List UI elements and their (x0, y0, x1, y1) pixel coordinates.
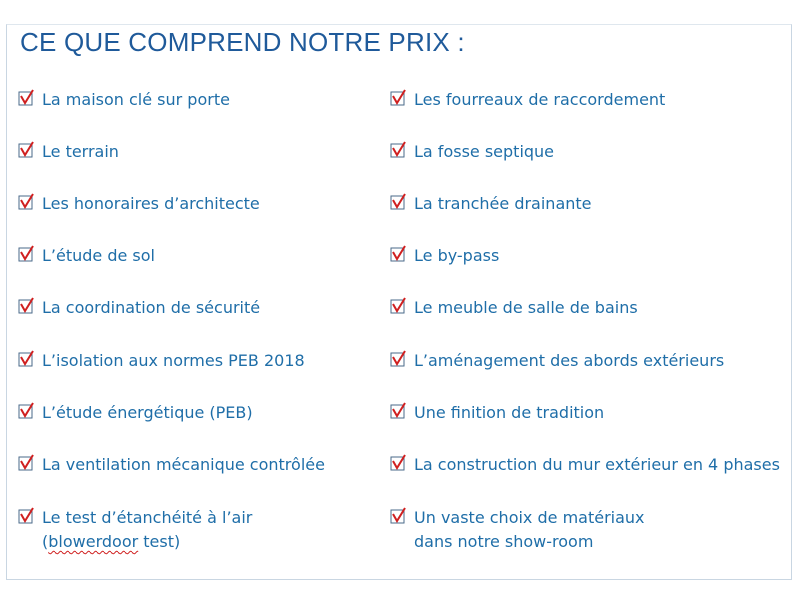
list-item-label: La coordination de sécurité (42, 298, 261, 317)
list-item-label: L’aménagement des abords extérieurs (414, 351, 725, 370)
checkbox-check-icon (18, 507, 36, 525)
list-item (390, 244, 499, 268)
checkbox-check-icon (390, 193, 408, 211)
list-item (18, 244, 155, 268)
list-item-line1: Le test d’étanchéité à l’air (42, 508, 253, 527)
list-item-label: Le meuble de salle de bains (414, 298, 638, 317)
checkbox-check-icon (390, 89, 408, 107)
list-item (18, 453, 325, 477)
checkbox-check-icon (18, 402, 36, 420)
list-item-label: Une finition de tradition (414, 403, 605, 422)
list-item (390, 401, 604, 425)
list-item (390, 506, 645, 554)
checkbox-check-icon (18, 454, 36, 472)
list-item (390, 192, 592, 216)
list-item-label: L’étude de sol (42, 246, 155, 265)
checkbox-check-icon (390, 454, 408, 472)
list-item-label: La ventilation mécanique contrôlée (42, 455, 325, 474)
checkbox-check-icon (18, 193, 36, 211)
checkbox-check-icon (18, 141, 36, 159)
list-item-label: La fosse septique (414, 142, 555, 161)
list-item-label: Les honoraires d’architecte (42, 194, 260, 213)
list-item (390, 296, 638, 320)
checkbox-check-icon (18, 89, 36, 107)
list-item-label (42, 506, 252, 554)
list-item-line2 (42, 530, 252, 554)
list-item-label: Les fourreaux de raccordement (414, 90, 666, 109)
list-item (18, 401, 253, 425)
paren-close: test) (138, 532, 181, 551)
list-item-label: Le terrain (42, 142, 119, 161)
list-item (18, 192, 260, 216)
checkbox-check-icon (390, 402, 408, 420)
list-item (390, 140, 554, 164)
list-item (18, 506, 252, 554)
list-item-line2: dans notre show-room (414, 532, 594, 551)
checkbox-check-icon (390, 141, 408, 159)
checkbox-check-icon (390, 507, 408, 525)
checkbox-check-icon (390, 350, 408, 368)
list-item (390, 88, 665, 112)
checkbox-check-icon (18, 297, 36, 315)
list-item-label: Le by-pass (414, 246, 500, 265)
list-item-label: La maison clé sur porte (42, 90, 230, 109)
checkbox-check-icon (18, 245, 36, 263)
spellcheck-word: blowerdoor (48, 532, 139, 551)
list-item (18, 296, 260, 320)
list-item (390, 349, 724, 373)
list-item-label: La construction du mur extérieur en 4 phases (414, 455, 780, 474)
paren-open: ( (42, 532, 49, 551)
page-title: CE QUE COMPREND NOTRE PRIX : (20, 27, 465, 57)
list-item-label (414, 506, 645, 554)
list-item (390, 453, 780, 477)
list-item (18, 349, 305, 373)
checkbox-check-icon (18, 350, 36, 368)
list-item-label: L’étude énergétique (PEB) (42, 403, 253, 422)
list-item-label: L’isolation aux normes PEB 2018 (42, 351, 305, 370)
checkbox-check-icon (390, 245, 408, 263)
list-item (18, 88, 230, 112)
list-item (18, 140, 119, 164)
list-item-label: La tranchée drainante (414, 194, 592, 213)
checkbox-check-icon (390, 297, 408, 315)
list-item-line1: Un vaste choix de matériaux (414, 508, 645, 527)
